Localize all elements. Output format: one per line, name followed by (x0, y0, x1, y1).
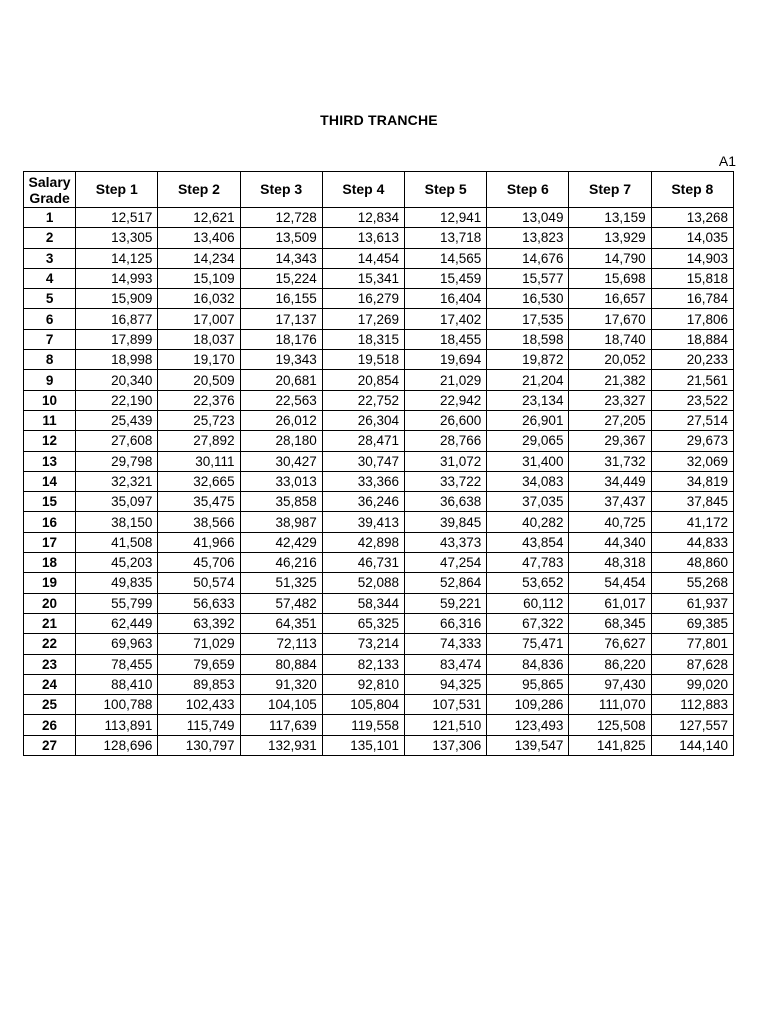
salary-value-cell: 16,530 (487, 289, 569, 309)
table-row (24, 674, 734, 694)
salary-value-cell: 55,799 (76, 593, 158, 613)
salary-value-cell: 20,052 (569, 350, 651, 370)
salary-value-cell: 13,305 (76, 228, 158, 248)
salary-value-cell: 31,400 (487, 451, 569, 471)
table-row (24, 735, 734, 755)
salary-value-cell: 44,340 (569, 532, 651, 552)
table-row (24, 268, 734, 288)
salary-value-cell: 61,937 (651, 593, 733, 613)
salary-grade-cell: 6 (24, 309, 76, 329)
salary-value-cell: 78,455 (76, 654, 158, 674)
salary-value-cell: 36,638 (405, 492, 487, 512)
salary-value-cell: 91,320 (240, 674, 322, 694)
step-header: Step 2 (158, 172, 240, 208)
salary-value-cell: 13,718 (405, 228, 487, 248)
salary-value-cell: 46,731 (322, 553, 404, 573)
salary-value-cell: 43,373 (405, 532, 487, 552)
salary-value-cell: 61,017 (569, 593, 651, 613)
salary-grade-cell: 5 (24, 289, 76, 309)
salary-value-cell: 15,818 (651, 268, 733, 288)
salary-value-cell: 21,561 (651, 370, 733, 390)
salary-value-cell: 47,254 (405, 553, 487, 573)
salary-value-cell: 44,833 (651, 532, 733, 552)
salary-value-cell: 54,454 (569, 573, 651, 593)
salary-value-cell: 69,963 (76, 634, 158, 654)
table-row (24, 715, 734, 735)
salary-value-cell: 115,749 (158, 715, 240, 735)
salary-value-cell: 94,325 (405, 674, 487, 694)
salary-value-cell: 14,125 (76, 248, 158, 268)
salary-value-cell: 15,459 (405, 268, 487, 288)
salary-value-cell: 21,382 (569, 370, 651, 390)
salary-value-cell: 17,402 (405, 309, 487, 329)
salary-value-cell: 35,475 (158, 492, 240, 512)
salary-value-cell: 76,627 (569, 634, 651, 654)
salary-value-cell: 15,909 (76, 289, 158, 309)
step-header: Step 3 (240, 172, 322, 208)
table-row (24, 350, 734, 370)
table-row (24, 228, 734, 248)
salary-value-cell: 123,493 (487, 715, 569, 735)
step-header: Step 5 (405, 172, 487, 208)
salary-value-cell: 53,652 (487, 573, 569, 593)
salary-value-cell: 59,221 (405, 593, 487, 613)
salary-value-cell: 20,340 (76, 370, 158, 390)
salary-value-cell: 141,825 (569, 735, 651, 755)
salary-value-cell: 84,836 (487, 654, 569, 674)
salary-value-cell: 127,557 (651, 715, 733, 735)
salary-value-cell: 87,628 (651, 654, 733, 674)
salary-value-cell: 66,316 (405, 613, 487, 633)
salary-value-cell: 119,558 (322, 715, 404, 735)
salary-value-cell: 13,159 (569, 208, 651, 228)
salary-value-cell: 13,929 (569, 228, 651, 248)
salary-grade-cell: 17 (24, 532, 76, 552)
salary-value-cell: 16,877 (76, 309, 158, 329)
salary-value-cell: 95,865 (487, 674, 569, 694)
table-row (24, 492, 734, 512)
salary-grade-cell: 10 (24, 390, 76, 410)
salary-value-cell: 30,747 (322, 451, 404, 471)
salary-value-cell: 27,514 (651, 410, 733, 430)
salary-value-cell: 25,723 (158, 410, 240, 430)
salary-value-cell: 13,049 (487, 208, 569, 228)
salary-value-cell: 132,931 (240, 735, 322, 755)
salary-value-cell: 14,454 (322, 248, 404, 268)
salary-value-cell: 111,070 (569, 695, 651, 715)
salary-value-cell: 35,858 (240, 492, 322, 512)
salary-value-cell: 28,471 (322, 431, 404, 451)
salary-grade-cell: 15 (24, 492, 76, 512)
grade-header-line2: Grade (29, 189, 70, 206)
salary-grade-header (24, 172, 76, 208)
salary-value-cell: 22,563 (240, 390, 322, 410)
salary-value-cell: 18,176 (240, 329, 322, 349)
salary-value-cell: 19,694 (405, 350, 487, 370)
salary-value-cell: 12,517 (76, 208, 158, 228)
salary-value-cell: 34,449 (569, 471, 651, 491)
salary-value-cell: 20,509 (158, 370, 240, 390)
salary-value-cell: 71,029 (158, 634, 240, 654)
salary-value-cell: 22,376 (158, 390, 240, 410)
salary-value-cell: 14,565 (405, 248, 487, 268)
salary-value-cell: 22,942 (405, 390, 487, 410)
salary-value-cell: 28,766 (405, 431, 487, 451)
salary-value-cell: 17,535 (487, 309, 569, 329)
salary-value-cell: 17,137 (240, 309, 322, 329)
table-row (24, 553, 734, 573)
salary-value-cell: 23,134 (487, 390, 569, 410)
salary-value-cell: 12,621 (158, 208, 240, 228)
salary-value-cell: 55,268 (651, 573, 733, 593)
salary-value-cell: 38,150 (76, 512, 158, 532)
salary-value-cell: 92,810 (322, 674, 404, 694)
salary-value-cell: 19,518 (322, 350, 404, 370)
salary-value-cell: 47,783 (487, 553, 569, 573)
salary-value-cell: 26,304 (322, 410, 404, 430)
step-header: Step 6 (487, 172, 569, 208)
salary-value-cell: 19,872 (487, 350, 569, 370)
salary-value-cell: 82,133 (322, 654, 404, 674)
salary-value-cell: 104,105 (240, 695, 322, 715)
salary-value-cell: 28,180 (240, 431, 322, 451)
salary-value-cell: 14,343 (240, 248, 322, 268)
salary-value-cell: 89,853 (158, 674, 240, 694)
salary-value-cell: 14,993 (76, 268, 158, 288)
salary-value-cell: 18,315 (322, 329, 404, 349)
salary-value-cell: 107,531 (405, 695, 487, 715)
salary-value-cell: 14,035 (651, 228, 733, 248)
salary-grade-cell: 4 (24, 268, 76, 288)
salary-value-cell: 17,269 (322, 309, 404, 329)
step-header: Step 8 (651, 172, 733, 208)
salary-value-cell: 16,404 (405, 289, 487, 309)
salary-value-cell: 22,752 (322, 390, 404, 410)
step-header: Step 1 (76, 172, 158, 208)
salary-value-cell: 43,854 (487, 532, 569, 552)
salary-value-cell: 135,101 (322, 735, 404, 755)
table-row (24, 695, 734, 715)
salary-grade-cell: 26 (24, 715, 76, 735)
salary-value-cell: 18,455 (405, 329, 487, 349)
salary-value-cell: 30,111 (158, 451, 240, 471)
salary-value-cell: 125,508 (569, 715, 651, 735)
salary-value-cell: 13,406 (158, 228, 240, 248)
salary-value-cell: 99,020 (651, 674, 733, 694)
salary-value-cell: 49,835 (76, 573, 158, 593)
page-title: THIRD TRANCHE (320, 112, 438, 128)
table-row (24, 289, 734, 309)
salary-value-cell: 27,205 (569, 410, 651, 430)
salary-value-cell: 50,574 (158, 573, 240, 593)
salary-value-cell: 58,344 (322, 593, 404, 613)
salary-value-cell: 38,987 (240, 512, 322, 532)
salary-grade-cell: 13 (24, 451, 76, 471)
salary-value-cell: 32,665 (158, 471, 240, 491)
salary-value-cell: 33,366 (322, 471, 404, 491)
salary-grade-cell: 23 (24, 654, 76, 674)
salary-value-cell: 14,790 (569, 248, 651, 268)
salary-value-cell: 18,998 (76, 350, 158, 370)
salary-value-cell: 62,449 (76, 613, 158, 633)
table-row (24, 208, 734, 228)
salary-value-cell: 21,204 (487, 370, 569, 390)
table-row (24, 248, 734, 268)
table-row (24, 613, 734, 633)
salary-grade-cell: 7 (24, 329, 76, 349)
salary-value-cell: 33,013 (240, 471, 322, 491)
salary-value-cell: 74,333 (405, 634, 487, 654)
salary-value-cell: 65,325 (322, 613, 404, 633)
salary-value-cell: 22,190 (76, 390, 158, 410)
salary-value-cell: 77,801 (651, 634, 733, 654)
salary-value-cell: 33,722 (405, 471, 487, 491)
salary-value-cell: 15,224 (240, 268, 322, 288)
salary-value-cell: 35,097 (76, 492, 158, 512)
salary-value-cell: 109,286 (487, 695, 569, 715)
salary-value-cell: 38,566 (158, 512, 240, 532)
table-row (24, 410, 734, 430)
salary-value-cell: 19,170 (158, 350, 240, 370)
salary-value-cell: 13,268 (651, 208, 733, 228)
step-header: Step 4 (322, 172, 404, 208)
salary-grade-cell: 14 (24, 471, 76, 491)
salary-grade-cell: 24 (24, 674, 76, 694)
salary-value-cell: 105,804 (322, 695, 404, 715)
salary-value-cell: 56,633 (158, 593, 240, 613)
salary-value-cell: 17,899 (76, 329, 158, 349)
salary-value-cell: 16,784 (651, 289, 733, 309)
salary-value-cell: 67,322 (487, 613, 569, 633)
table-row (24, 309, 734, 329)
salary-value-cell: 31,072 (405, 451, 487, 471)
table-row (24, 329, 734, 349)
salary-value-cell: 40,282 (487, 512, 569, 532)
salary-grade-cell: 22 (24, 634, 76, 654)
salary-value-cell: 60,112 (487, 593, 569, 613)
salary-value-cell: 100,788 (76, 695, 158, 715)
salary-value-cell: 16,032 (158, 289, 240, 309)
salary-value-cell: 37,845 (651, 492, 733, 512)
salary-grade-cell: 12 (24, 431, 76, 451)
salary-value-cell: 19,343 (240, 350, 322, 370)
salary-value-cell: 57,482 (240, 593, 322, 613)
salary-value-cell: 37,035 (487, 492, 569, 512)
salary-value-cell: 130,797 (158, 735, 240, 755)
salary-value-cell: 20,681 (240, 370, 322, 390)
salary-value-cell: 14,676 (487, 248, 569, 268)
salary-value-cell: 26,012 (240, 410, 322, 430)
salary-value-cell: 14,903 (651, 248, 733, 268)
salary-value-cell: 128,696 (76, 735, 158, 755)
table-body (24, 208, 734, 756)
salary-value-cell: 102,433 (158, 695, 240, 715)
salary-value-cell: 88,410 (76, 674, 158, 694)
salary-value-cell: 97,430 (569, 674, 651, 694)
salary-grade-cell: 3 (24, 248, 76, 268)
salary-value-cell: 29,673 (651, 431, 733, 451)
salary-value-cell: 41,172 (651, 512, 733, 532)
salary-value-cell: 63,392 (158, 613, 240, 633)
salary-value-cell: 14,234 (158, 248, 240, 268)
salary-value-cell: 37,437 (569, 492, 651, 512)
table-row (24, 593, 734, 613)
salary-grade-cell: 25 (24, 695, 76, 715)
table-row (24, 390, 734, 410)
salary-value-cell: 52,864 (405, 573, 487, 593)
salary-value-cell: 79,659 (158, 654, 240, 674)
salary-value-cell: 18,598 (487, 329, 569, 349)
salary-grade-cell: 18 (24, 553, 76, 573)
salary-value-cell: 26,600 (405, 410, 487, 430)
salary-value-cell: 30,427 (240, 451, 322, 471)
salary-value-cell: 17,806 (651, 309, 733, 329)
salary-value-cell: 144,140 (651, 735, 733, 755)
table-row (24, 573, 734, 593)
salary-value-cell: 27,608 (76, 431, 158, 451)
salary-value-cell: 13,613 (322, 228, 404, 248)
salary-value-cell: 18,884 (651, 329, 733, 349)
salary-value-cell: 69,385 (651, 613, 733, 633)
salary-value-cell: 29,367 (569, 431, 651, 451)
salary-value-cell: 86,220 (569, 654, 651, 674)
salary-value-cell: 45,706 (158, 553, 240, 573)
salary-value-cell: 12,941 (405, 208, 487, 228)
salary-value-cell: 26,901 (487, 410, 569, 430)
salary-value-cell: 64,351 (240, 613, 322, 633)
salary-value-cell: 73,214 (322, 634, 404, 654)
salary-value-cell: 137,306 (405, 735, 487, 755)
salary-value-cell: 34,083 (487, 471, 569, 491)
salary-value-cell: 75,471 (487, 634, 569, 654)
salary-value-cell: 13,509 (240, 228, 322, 248)
salary-value-cell: 68,345 (569, 613, 651, 633)
salary-value-cell: 45,203 (76, 553, 158, 573)
salary-value-cell: 16,657 (569, 289, 651, 309)
step-header: Step 7 (569, 172, 651, 208)
salary-value-cell: 12,834 (322, 208, 404, 228)
salary-value-cell: 42,429 (240, 532, 322, 552)
salary-value-cell: 41,508 (76, 532, 158, 552)
salary-value-cell: 34,819 (651, 471, 733, 491)
salary-value-cell: 51,325 (240, 573, 322, 593)
table-row (24, 451, 734, 471)
salary-value-cell: 16,155 (240, 289, 322, 309)
salary-value-cell: 40,725 (569, 512, 651, 532)
salary-value-cell: 18,740 (569, 329, 651, 349)
salary-value-cell: 17,007 (158, 309, 240, 329)
salary-value-cell: 48,860 (651, 553, 733, 573)
salary-grade-cell: 21 (24, 613, 76, 633)
table-row (24, 431, 734, 451)
salary-value-cell: 29,065 (487, 431, 569, 451)
table-code-label: A1 (718, 153, 736, 169)
salary-value-cell: 15,341 (322, 268, 404, 288)
salary-value-cell: 48,318 (569, 553, 651, 573)
salary-value-cell: 20,854 (322, 370, 404, 390)
salary-value-cell: 29,798 (76, 451, 158, 471)
salary-value-cell: 15,109 (158, 268, 240, 288)
salary-value-cell: 21,029 (405, 370, 487, 390)
table-row (24, 634, 734, 654)
salary-value-cell: 80,884 (240, 654, 322, 674)
salary-value-cell: 23,522 (651, 390, 733, 410)
salary-grade-cell: 9 (24, 370, 76, 390)
salary-value-cell: 113,891 (76, 715, 158, 735)
salary-schedule-table (23, 171, 734, 756)
salary-value-cell: 42,898 (322, 532, 404, 552)
table-row (24, 532, 734, 552)
salary-grade-cell: 16 (24, 512, 76, 532)
salary-grade-cell: 19 (24, 573, 76, 593)
header-row (24, 172, 734, 208)
salary-grade-cell: 20 (24, 593, 76, 613)
salary-value-cell: 27,892 (158, 431, 240, 451)
salary-value-cell: 32,321 (76, 471, 158, 491)
salary-value-cell: 39,845 (405, 512, 487, 532)
salary-grade-cell: 8 (24, 350, 76, 370)
salary-value-cell: 20,233 (651, 350, 733, 370)
salary-value-cell: 72,113 (240, 634, 322, 654)
salary-value-cell: 36,246 (322, 492, 404, 512)
salary-value-cell: 18,037 (158, 329, 240, 349)
salary-value-cell: 46,216 (240, 553, 322, 573)
table-row (24, 654, 734, 674)
salary-value-cell: 112,883 (651, 695, 733, 715)
table-row (24, 512, 734, 532)
salary-value-cell: 25,439 (76, 410, 158, 430)
salary-value-cell: 31,732 (569, 451, 651, 471)
salary-value-cell: 15,698 (569, 268, 651, 288)
salary-value-cell: 13,823 (487, 228, 569, 248)
salary-value-cell: 83,474 (405, 654, 487, 674)
salary-value-cell: 117,639 (240, 715, 322, 735)
salary-grade-cell: 2 (24, 228, 76, 248)
salary-value-cell: 121,510 (405, 715, 487, 735)
table-row (24, 370, 734, 390)
salary-grade-cell: 11 (24, 410, 76, 430)
salary-value-cell: 15,577 (487, 268, 569, 288)
salary-value-cell: 23,327 (569, 390, 651, 410)
salary-value-cell: 32,069 (651, 451, 733, 471)
salary-value-cell: 12,728 (240, 208, 322, 228)
grade-header-line1: Salary (28, 173, 71, 190)
salary-value-cell: 39,413 (322, 512, 404, 532)
salary-grade-cell: 1 (24, 208, 76, 228)
salary-value-cell: 52,088 (322, 573, 404, 593)
salary-value-cell: 139,547 (487, 735, 569, 755)
salary-grade-cell: 27 (24, 735, 76, 755)
table-row (24, 471, 734, 491)
salary-value-cell: 17,670 (569, 309, 651, 329)
salary-value-cell: 41,966 (158, 532, 240, 552)
salary-value-cell: 16,279 (322, 289, 404, 309)
